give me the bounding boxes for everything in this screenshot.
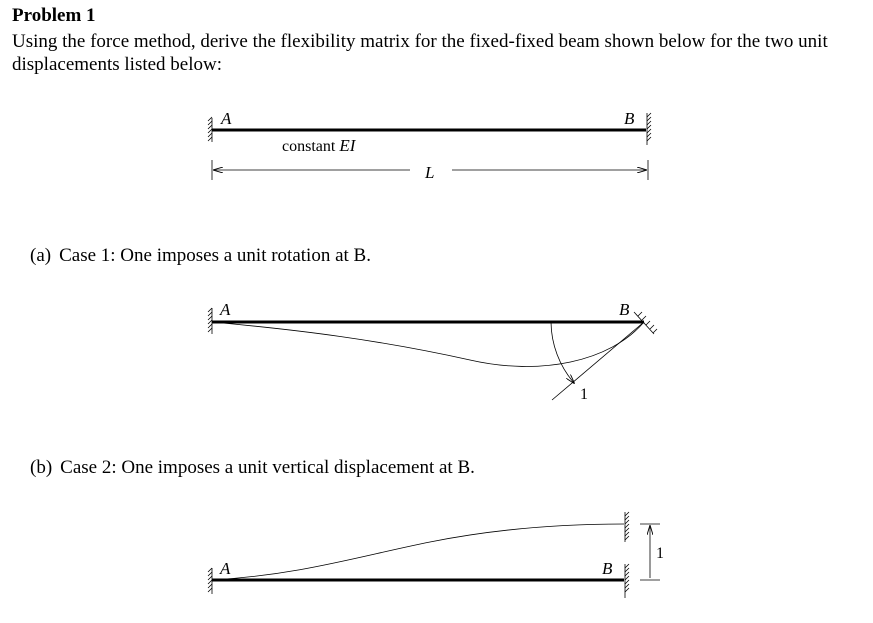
case1-text: Case 1: One imposes a unit rotation at B. (59, 245, 371, 266)
case2-node-a-label: A (220, 559, 231, 578)
problem-title: Problem 1 (12, 5, 96, 26)
case2-support-b-fixed-icon (625, 564, 629, 598)
support-b-fixed-icon (647, 113, 651, 145)
case2-displaced-support-icon (625, 512, 629, 542)
main-property-word: constant (282, 138, 336, 155)
case2-support-a-fixed-icon (208, 568, 212, 594)
case1-node-b-label: B (619, 300, 630, 319)
support-a-fixed-icon (208, 117, 212, 142)
case1-rotation-arc (551, 322, 574, 383)
case1-support-a-fixed-icon (208, 308, 212, 334)
main-beam-figure (208, 109, 651, 182)
problem-statement: Using the force method, derive the flexibility matrix for the fixed-fixed beam shown below for the two unit displacements listed below: (12, 31, 828, 75)
case1-rotation-label: 1 (580, 386, 588, 403)
case2-text: Case 2: One imposes a unit vertical displacement at B. (60, 457, 475, 478)
case2-node-b-label: B (602, 559, 613, 578)
case2-figure (208, 512, 664, 598)
case1-node-a-label: A (220, 300, 231, 319)
main-node-a-label: A (221, 109, 232, 128)
main-node-b-label: B (624, 109, 635, 128)
case2-prefix: (b) (30, 457, 53, 478)
case2-displacement-label: 1 (656, 545, 664, 562)
case2-deflected-shape (212, 524, 624, 580)
case1-figure (208, 300, 657, 403)
main-property-text (282, 136, 357, 155)
case1-prefix: (a) (30, 245, 52, 266)
case1-deflected-shape (212, 322, 644, 366)
case1-tangent-line (552, 322, 644, 400)
main-property-symbol: EI (339, 136, 356, 155)
span-length-label: L (425, 163, 435, 182)
